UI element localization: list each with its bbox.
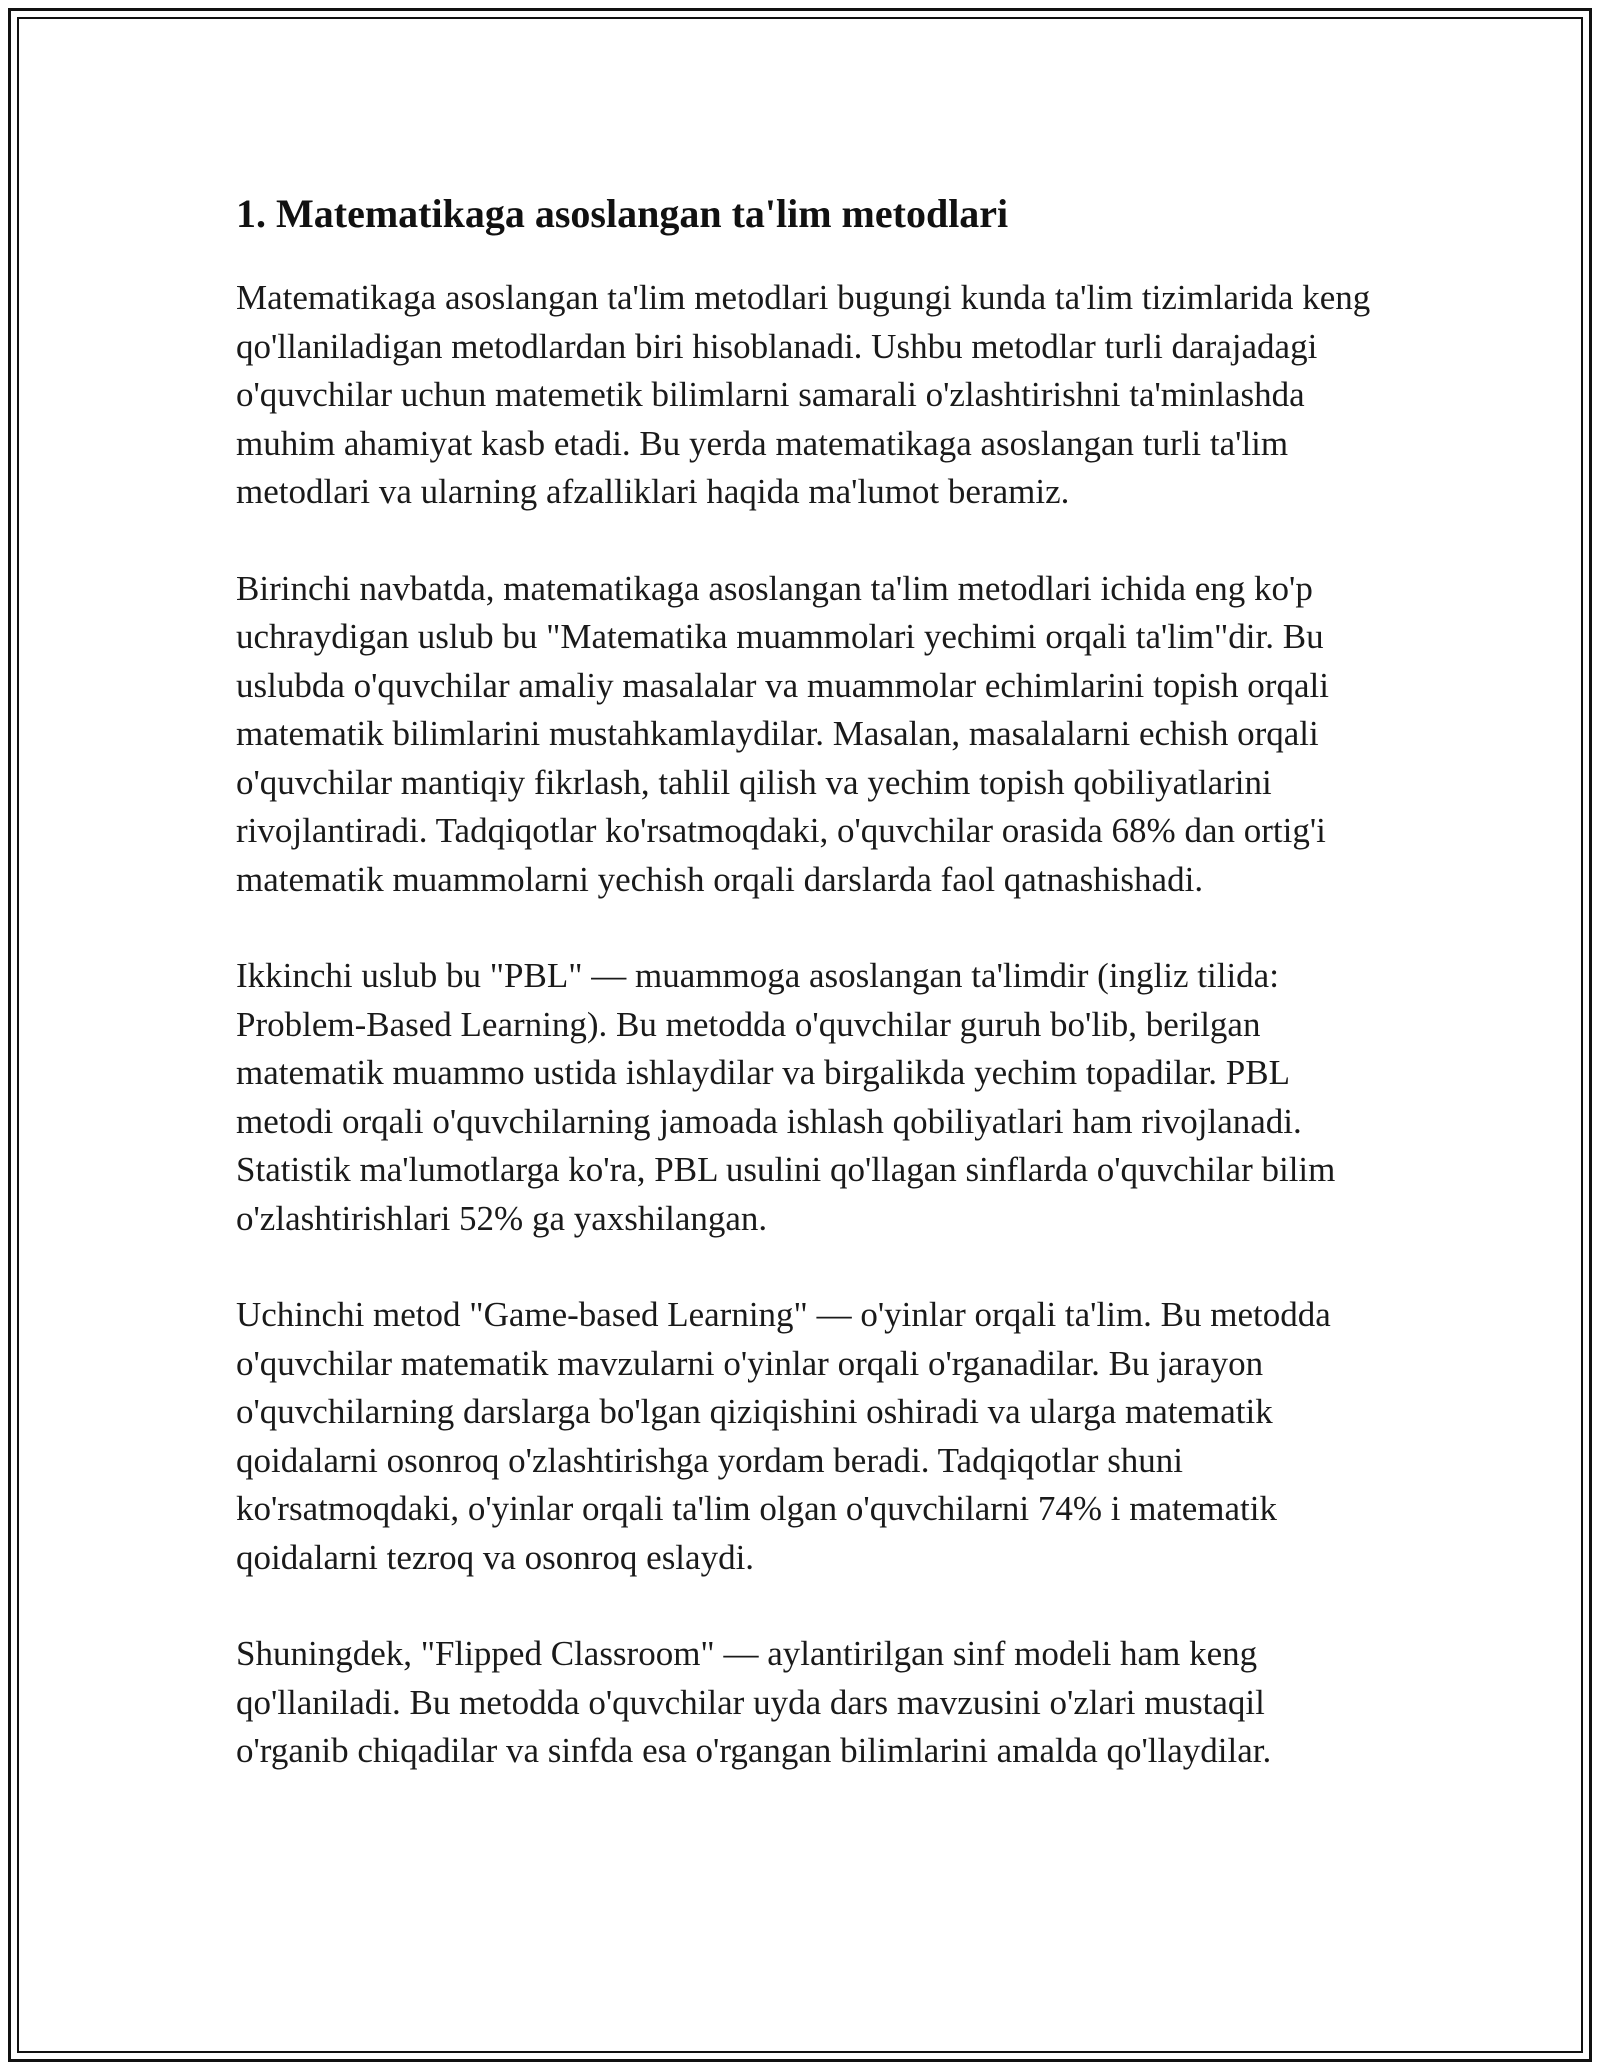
paragraph-game-based: Uchinchi metod "Game-based Learning" — o'yinlar orqali ta'lim. Bu metodda o'quvchilar matematik mavzularni o'yinlar orqali o'rganadilar. Bu jarayon o'quvchilarning darslarga bo'lgan qiziqishini oshiradi va ularga matematik qoidalarni osonroq o'zlashtirishga yordam beradi. Tadqiqotlar shuni ko'rsatmoqdaki, o'yinlar orqali ta'lim olgan o'quvchilarni 74% i matematik qoidalarni tezroq va osonroq eslaydi.: [236, 1295, 1331, 1577]
paragraph-flipped-classroom: Shuningdek, "Flipped Classroom" — aylantirilgan sinf modeli ham keng qo'llaniladi. Bu metodda o'quvchilar uyda dars mavzusini o'zlari mustaqil o'rganib chiqadilar va sinfda esa o'rgangan bilimlarini amalda qo'llaydilar.: [236, 1634, 1272, 1770]
paragraph-pbl: Ikkinchi uslub bu "PBL" — muammoga asoslangan ta'limdir (ingliz tilida: Problem-Based Learning). Bu metodda o'quvchilar guruh bo'lib, berilgan matematik muammo ustida ishlaydilar va birgalikda yechim topadilar. PBL metodi orqali o'quvchilarning jamoada ishlash qobiliyatlari ham rivojlanadi. Statistik ma'lumotlarga ko'ra, PBL usulini qo'llagan sinflarda o'quvchilar bilim o'zlashtirishlari 52% ga yaxshilangan.: [236, 956, 1336, 1238]
document-body: [236, 186, 1376, 1824]
paragraph-intro: Matematikaga asoslangan ta'lim metodlari bugungi kunda ta'lim tizimlarida keng qo'llaniladigan metodlardan biri hisoblanadi. Ushbu metodlar turli darajadagi o'quvchilar uchun matemetik bilimlarni samarali o'zlashtirishni ta'minlashda muhim ahamiyat kasb etadi. Bu yerda matematikaga asoslangan turli ta'lim metodlari va ularning afzalliklari haqida ma'lumot beramiz.: [236, 278, 1371, 511]
paragraph-problem-solving: Birinchi navbatda, matematikaga asoslangan ta'lim metodlari ichida eng ko'p uchraydigan uslub bu "Matematika muammolari yechimi orqali ta'lim"dir. Bu uslubda o'quvchilar amaliy masalalar va muammolar echimlarini topish orqali matematik bilimlarini mustahkamlaydilar. Masalan, masalalarni echish orqali o'quvchilar mantiqiy fikrlash, tahlil qilish va yechim topish qobiliyatlarini rivojlantiradi. Tadqiqotlar ko'rsatmoqdaki, o'quvchilar orasida 68% dan ortig'i matematik muammolarni yechish orqali darslarda faol qatnashishadi.: [236, 568, 1329, 899]
section-heading: 1. Matematikaga asoslangan ta'lim metodlari: [236, 191, 1009, 236]
